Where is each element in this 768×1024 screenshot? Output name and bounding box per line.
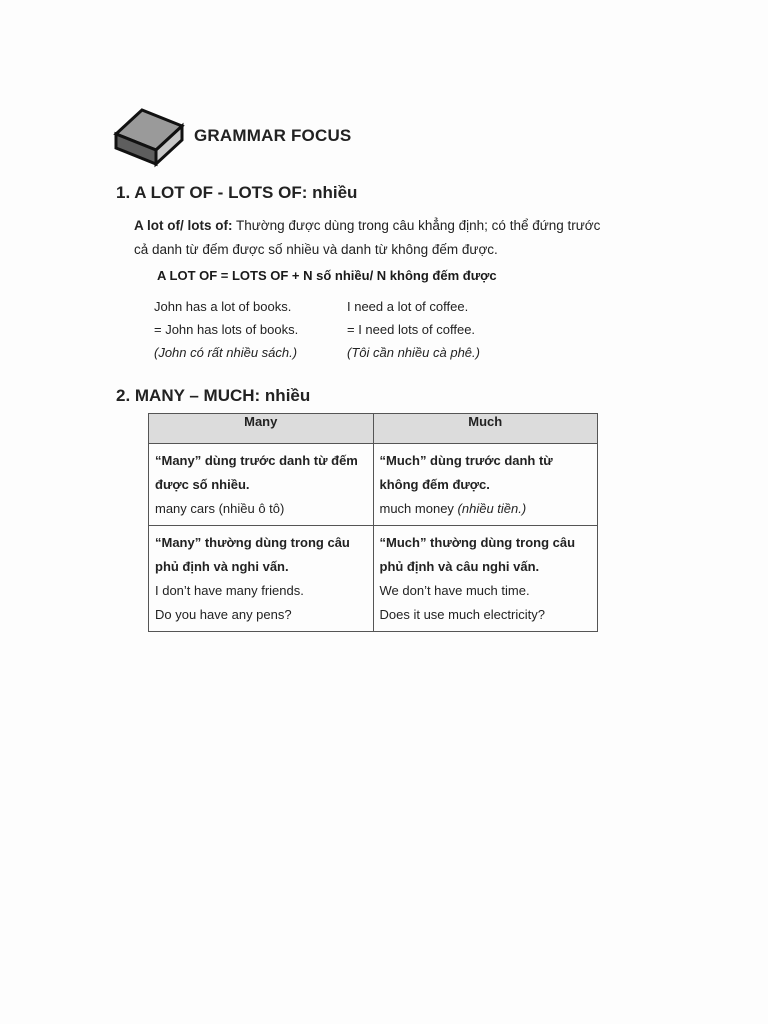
many-much-table [148,413,598,632]
many-cell [149,526,374,632]
cube-icon [112,104,188,168]
example-text: I don’t have many friends. [155,583,304,598]
formula: A LOT OF = LOTS OF + N số nhiều/ N không đếm được [157,268,497,283]
example-line: John has a lot of books. [154,299,292,314]
example-translation: (nhiều tiền.) [457,501,527,516]
example-text: We don’t have much time. [379,583,530,598]
section-2-title: 2. MANY – MUCH: nhiều [116,386,311,405]
rule-text: “Much” dùng trước danh từ không đếm được. [379,453,553,492]
example-line: = John has lots of books. [154,322,299,337]
example-translation: (John có rất nhiều sách.) [154,345,298,360]
much-cell [373,526,598,632]
section-1-intro [134,214,614,262]
rule-text: “Much” thường dùng trong câu phủ định và câu nghi vấn. [379,535,576,574]
many-cell [149,444,374,526]
example-line: I need a lot of coffee. [347,299,469,314]
example-main: much money [379,501,454,516]
much-cell [373,444,598,526]
table-header-row [149,414,598,444]
table-row [149,444,598,526]
rule-text: “Many” thường dùng trong câu phủ định và nghi vấn. [155,535,350,574]
example-translation: (Tôi cần nhiều cà phê.) [347,345,480,360]
header-title: GRAMMAR FOCUS [194,126,352,145]
examples-left [154,295,298,364]
example-line: = I need lots of coffee. [347,322,476,337]
example-text [380,497,592,521]
header-much: Much [373,414,598,444]
rule-text: “Many” dùng trước danh từ đếm được số nhiều. [155,453,358,492]
section-1-title: 1. A LOT OF - LOTS OF: nhiều [116,183,358,202]
intro-bold: A lot of/ lots of: [134,218,233,233]
grammar-focus-header [112,104,351,168]
example-text: many cars (nhiều ô tô) [155,501,285,516]
intro-text: Thường được dùng trong câu khẳng định; có thể đứng trước cả danh từ đếm được số nhiều và danh từ không đếm được. [134,218,601,257]
table-row [149,526,598,632]
header-many: Many [149,414,374,444]
examples-right [347,295,480,364]
example-text: Do you have any pens? [155,607,292,622]
example-text: Does it use much electricity? [379,607,545,622]
